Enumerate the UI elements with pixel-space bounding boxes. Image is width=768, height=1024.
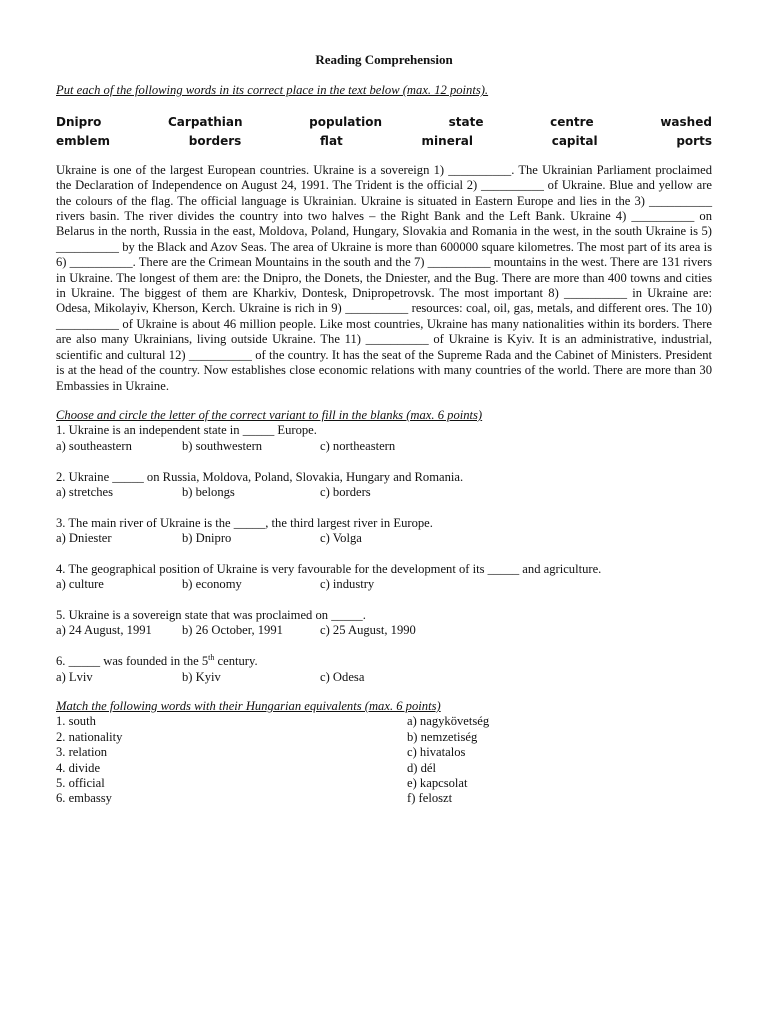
word-bank-item: capital <box>551 133 598 148</box>
question-6-text-end: century. <box>214 654 258 669</box>
match-hungarian-word: e) kapcsolat <box>407 776 468 791</box>
match-row <box>56 714 712 729</box>
option-c[interactable]: c) northeastern <box>320 438 396 453</box>
question-1-options <box>56 439 712 454</box>
multiple-choice-section <box>56 408 712 685</box>
match-row <box>56 745 712 760</box>
option-c[interactable]: c) Volga <box>320 531 362 546</box>
matching-section <box>56 699 712 807</box>
match-english-word: 6. embassy <box>56 791 112 806</box>
question-3-options <box>56 531 712 546</box>
option-b[interactable]: b) Dnipro <box>182 531 232 546</box>
worksheet-page <box>56 52 712 807</box>
question-1: 1. Ukraine is an independent state in _____ Europe. <box>56 423 317 438</box>
word-bank-item: washed <box>660 114 712 129</box>
word-bank-item: emblem <box>56 133 110 148</box>
option-c[interactable]: c) industry <box>320 577 375 592</box>
question-6-options <box>56 670 712 685</box>
match-row <box>56 791 712 806</box>
option-b[interactable]: b) belongs <box>182 484 235 499</box>
word-bank-item: centre <box>550 114 594 129</box>
question-2: 2. Ukraine _____ on Russia, Moldova, Poland, Slovakia, Hungary and Romania. <box>56 469 464 484</box>
question-4: 4. The geographical position of Ukraine is very favourable for the development of its _____ and agriculture. <box>56 561 602 576</box>
option-b[interactable]: b) Kyiv <box>182 669 221 684</box>
ordinal-suffix: th <box>208 653 215 663</box>
match-english-word: 4. divide <box>56 760 101 775</box>
question-6-text: 6. _____ was founded in the 5 <box>56 654 209 669</box>
word-bank-item: flat <box>320 133 343 148</box>
match-hungarian-word: d) dél <box>407 760 437 775</box>
question-2-options <box>56 485 712 500</box>
option-c[interactable]: c) Odesa <box>320 669 365 684</box>
word-bank-item: ports <box>676 133 712 148</box>
question-6 <box>56 654 712 669</box>
word-bank-item: borders <box>188 133 242 148</box>
word-bank-item: mineral <box>421 133 473 148</box>
option-c[interactable]: c) borders <box>320 484 371 499</box>
match-hungarian-word: b) nemzetiség <box>407 729 478 744</box>
word-bank-item: population <box>309 114 382 129</box>
option-b[interactable]: b) 26 October, 1991 <box>182 623 283 638</box>
option-c[interactable]: c) 25 August, 1990 <box>320 623 416 638</box>
question-5: 5. Ukraine is a sovereign state that was proclaimed on _____. <box>56 608 366 623</box>
page-title: Reading Comprehension <box>315 52 453 67</box>
word-bank-item: state <box>448 114 484 129</box>
option-b[interactable]: b) economy <box>182 577 242 592</box>
match-row <box>56 730 712 745</box>
match-hungarian-word: a) nagykövetség <box>407 714 490 729</box>
instruction-multiple-choice: Choose and circle the letter of the correct variant to fill in the blanks (max. 6 points) <box>56 407 483 422</box>
instruction-word-bank: Put each of the following words in its correct place in the text below (max. 12 points). <box>56 83 489 98</box>
reading-passage: Ukraine is one of the largest European countries. Ukraine is a sovereign 1) __________. The Ukrainian Parliament proclaimed the Declaration of Independence on August 24, 1991. The Trident is the official 2) __________ of Ukraine. Blue and yellow are the colours of the flag. The official language is Ukrainian. Ukraine is situated in Eastern Europe and lies in the 3) __________ rivers basin. The river divides the country into two halves – the Right Bank and the Left Bank. Ukraine 4) __________ on Belarus in the north, Russia in the east, Moldova, Poland, Hungary, Slovakia and Romania in the west, in the south Ukraine is 5) __________ by the Black and Azov Seas. The area of Ukraine is more than 600000 square kilometres. The most part of its area is 6) __________. There are the Crimean Mountains in the south and the 7) __________ mountains in the west. There are 131 rivers in Ukraine. The longest of them are: the Dnipro, the Donets, the Dniester, and the Bug. There are more than 400 towns and cities in Ukraine. The biggest of them are Kharkiv, Dontesk, Dnipropetrovsk. The most important 8) __________ in Ukraine are: Odesa, Mikolayiv, Kherson, Kerch. Ukraine is rich in 9) __________ resources: coal, oil, gas, metals, and different ores. The 10) __________ of Ukraine is about 46 million people. Like most countries, Ukraine has many nationalities within its borders. There are also many Ukrainians, living outside Ukraine. The 11) __________ of Ukraine is Kyiv. It is an administrative, industrial, scientific and cultural 12) __________ of the country. It has the seat of the Supreme Rada and the Cabinet of Ministers. President is at the head of the country. Now establishes close economic relations with many countries of the world. There are more than 30 Embassies in Ukraine. <box>56 162 712 393</box>
word-bank-item: Dnipro <box>56 114 102 129</box>
option-a[interactable]: a) culture <box>56 577 104 592</box>
question-3: 3. The main river of Ukraine is the _____, the third largest river in Europe. <box>56 515 433 530</box>
word-bank-row-2 <box>56 132 712 151</box>
match-english-word: 2. nationality <box>56 729 123 744</box>
word-bank <box>56 113 712 151</box>
option-a[interactable]: a) Lviv <box>56 669 93 684</box>
match-english-word: 3. relation <box>56 745 108 760</box>
match-row <box>56 761 712 776</box>
match-hungarian-word: f) feloszt <box>407 791 453 806</box>
word-bank-item: Carpathian <box>168 114 243 129</box>
match-hungarian-word: c) hivatalos <box>407 745 466 760</box>
option-a[interactable]: a) Dniester <box>56 531 112 546</box>
match-english-word: 5. official <box>56 776 105 791</box>
instruction-matching: Match the following words with their Hungarian equivalents (max. 6 points) <box>56 699 441 714</box>
match-english-word: 1. south <box>56 714 96 729</box>
option-a[interactable]: a) 24 August, 1991 <box>56 623 152 638</box>
option-a[interactable]: a) stretches <box>56 484 113 499</box>
word-bank-row-1 <box>56 113 712 132</box>
question-4-options <box>56 577 712 592</box>
option-a[interactable]: a) southeastern <box>56 438 132 453</box>
question-5-options <box>56 623 712 638</box>
option-b[interactable]: b) southwestern <box>182 438 263 453</box>
match-row <box>56 776 712 791</box>
